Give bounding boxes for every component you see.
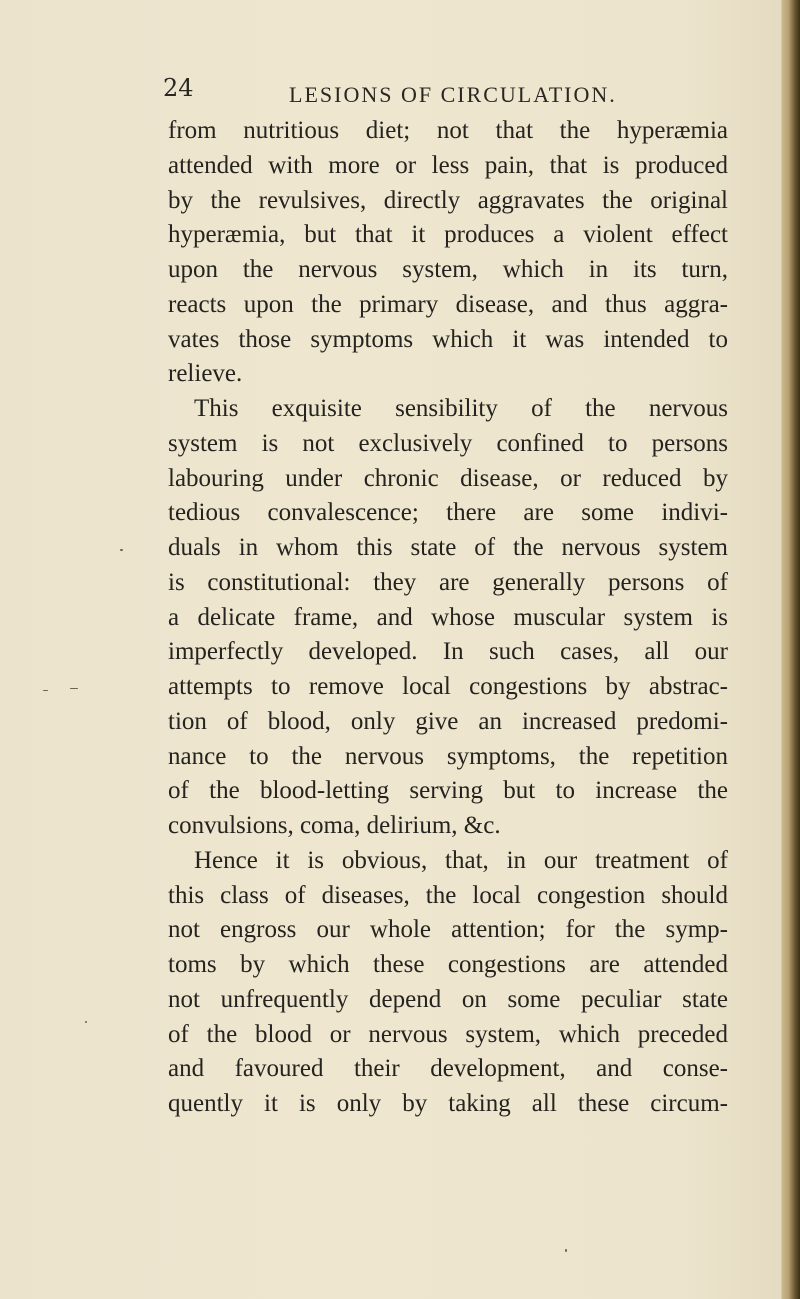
text-line: attended with more or less pain, that is produced [168, 151, 728, 179]
body-text [168, 114, 728, 1122]
text-line: by the revulsives, directly aggravates the original [168, 186, 728, 214]
running-head: LESIONS OF CIRCULATION. [289, 82, 617, 107]
paper-speck [120, 549, 123, 551]
text-line: and favoured their development, and conse- [168, 1055, 728, 1083]
text-line: convulsions, coma, delirium, &c. [168, 812, 501, 839]
text-line: attempts to remove local congestions by abstrac- [168, 673, 728, 700]
text-line: tion of blood, only give an increased predomi- [168, 707, 728, 735]
text-line: tedious convalescence; there are some indivi- [168, 499, 728, 527]
text-line: of the blood-letting serving but to increase the [168, 777, 728, 805]
text-line: labouring under chronic disease, or reduced by [168, 464, 728, 492]
text-line: a delicate frame, and whose muscular system is [168, 603, 728, 631]
text-line: this class of diseases, the local congestion should [168, 881, 728, 909]
text-line: not unfrequently depend on some peculiar state [168, 985, 728, 1013]
text-line: quently it is only by taking all these circum- [168, 1090, 728, 1117]
text-line: system is not exclusively confined to persons [168, 429, 728, 457]
page-number: 24 [163, 74, 194, 102]
text-line: relieve. [168, 360, 243, 388]
text-line: upon the nervous system, which in its turn, [168, 256, 728, 283]
text-line: This exquisite sensibility of the nervous [194, 395, 728, 422]
text-line: duals in whom this state of the nervous system [168, 534, 728, 561]
paper-speck [70, 688, 78, 689]
text-line: toms by which these congestions are attended [168, 951, 728, 978]
text-line: nance to the nervous symptoms, the repetition [168, 742, 728, 770]
text-line: imperfectly developed. In such cases, all our [168, 638, 728, 666]
paper-speck [43, 690, 48, 691]
text-line: is constitutional: they are generally persons of [168, 568, 728, 596]
text-line: reacts upon the primary disease, and thus aggra- [168, 290, 728, 318]
text-line: from nutritious diet; not that the hyperæmia [168, 117, 728, 144]
paper-speck [565, 1249, 567, 1252]
text-line: not engross our whole attention; for the symp- [168, 916, 728, 944]
text-line: Hence it is obvious, that, in our treatment of [194, 846, 728, 874]
text-line: of the blood or nervous system, which preceded [168, 1020, 728, 1048]
paper-speck [85, 1021, 87, 1023]
page-edge-shadow [782, 0, 800, 1299]
text-line: vates those symptoms which it was intended to [168, 325, 728, 353]
text-line: hyperæmia, but that it produces a violent effect [168, 221, 728, 249]
